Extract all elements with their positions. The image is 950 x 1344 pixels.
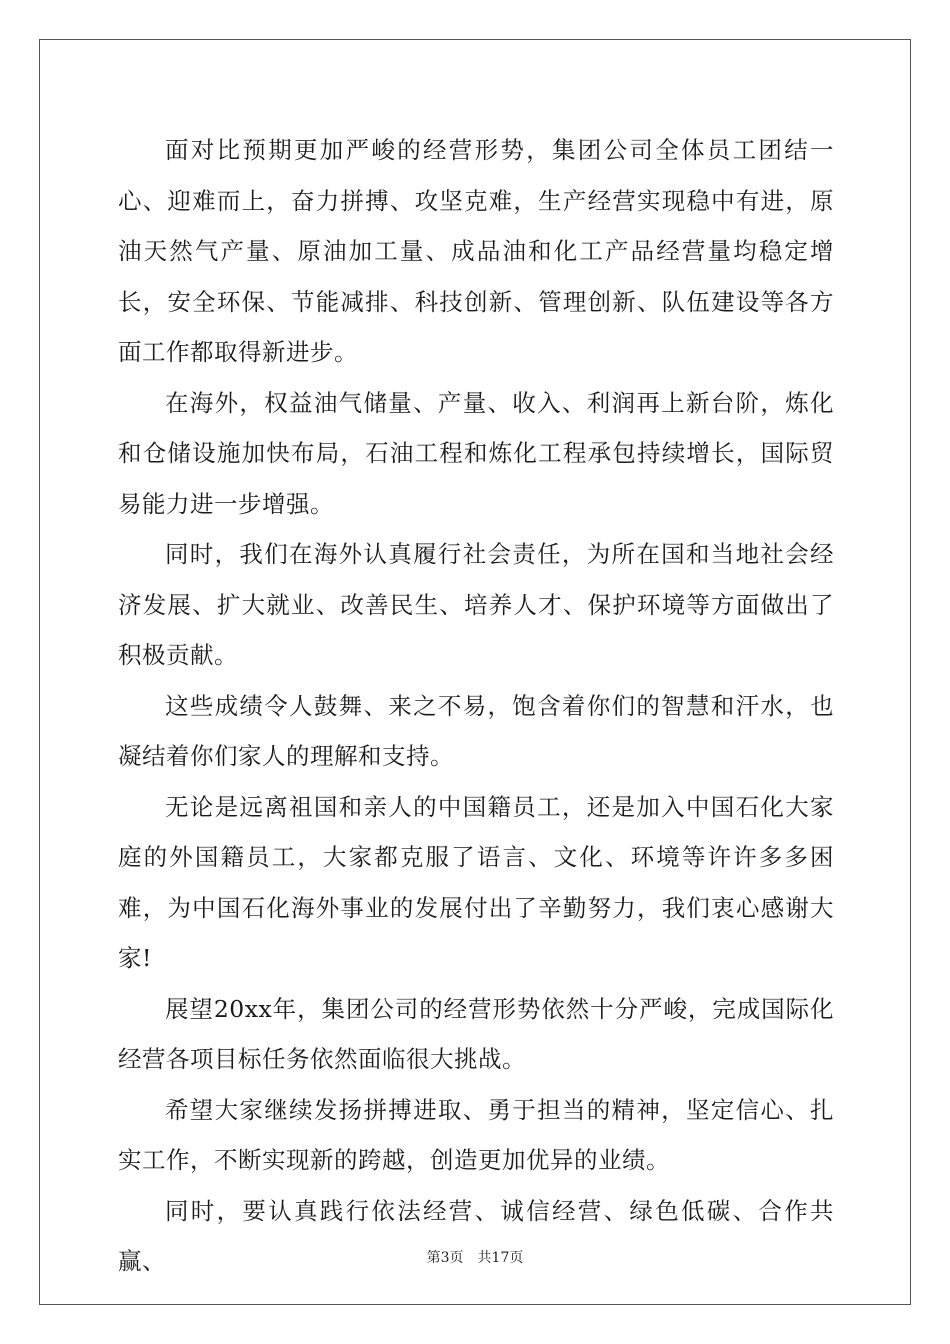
paragraph: 无论是远离祖国和亲人的中国籍员工，还是加入中国石化大家庭的外国籍员工，大家都克服了语言、文化、环境等许许多多困难，为中国石化海外事业的发展付出了辛勤努力，我们衷心感谢大家!: [118, 792, 834, 972]
paragraph: 在海外，权益油气储量、产量、收入、利润再上新台阶，炼化和仓储设施加快布局，石油工程和炼化工程承包持续增长，国际贸易能力进一步增强。: [118, 388, 834, 518]
paragraph: 同时，我们在海外认真履行社会责任，为所在国和当地社会经济发展、扩大就业、改善民生、培养人才、保护环境等方面做出了积极贡献。: [118, 540, 834, 669]
paragraph: 希望大家继续发扬拼搏进取、勇于担当的精神，坚定信心、扎实工作，不断实现新的跨越，创造更加优异的业绩。: [118, 1095, 834, 1174]
document-body: [118, 125, 834, 1287]
paragraph: 面对比预期更加严峻的经营形势，集团公司全体员工团结一心、迎难而上，奋力拼搏、攻坚克难，生产经营实现稳中有进，原油天然气产量、原油加工量、成品油和化工产品经营量均稳定增长，安全环保、节能减排、科技创新、管理创新、队伍建设等各方面工作都取得新进步。: [118, 136, 834, 366]
page-footer: [0, 1247, 950, 1267]
paragraph: 同时，要认真践行依法经营、诚信经营、绿色低碳、合作共赢、: [118, 1196, 834, 1275]
page-number: 第3页: [426, 1250, 464, 1266]
page-total: 共17页: [477, 1250, 524, 1266]
paragraph: 展望20xx年，集团公司的经营形势依然十分严峻，完成国际化经营各项目标任务依然面临很大挑战。: [118, 994, 834, 1073]
paragraph: 这些成绩令人鼓舞、来之不易，饱含着你们的智慧和汗水，也凝结着你们家人的理解和支持。: [118, 691, 834, 770]
